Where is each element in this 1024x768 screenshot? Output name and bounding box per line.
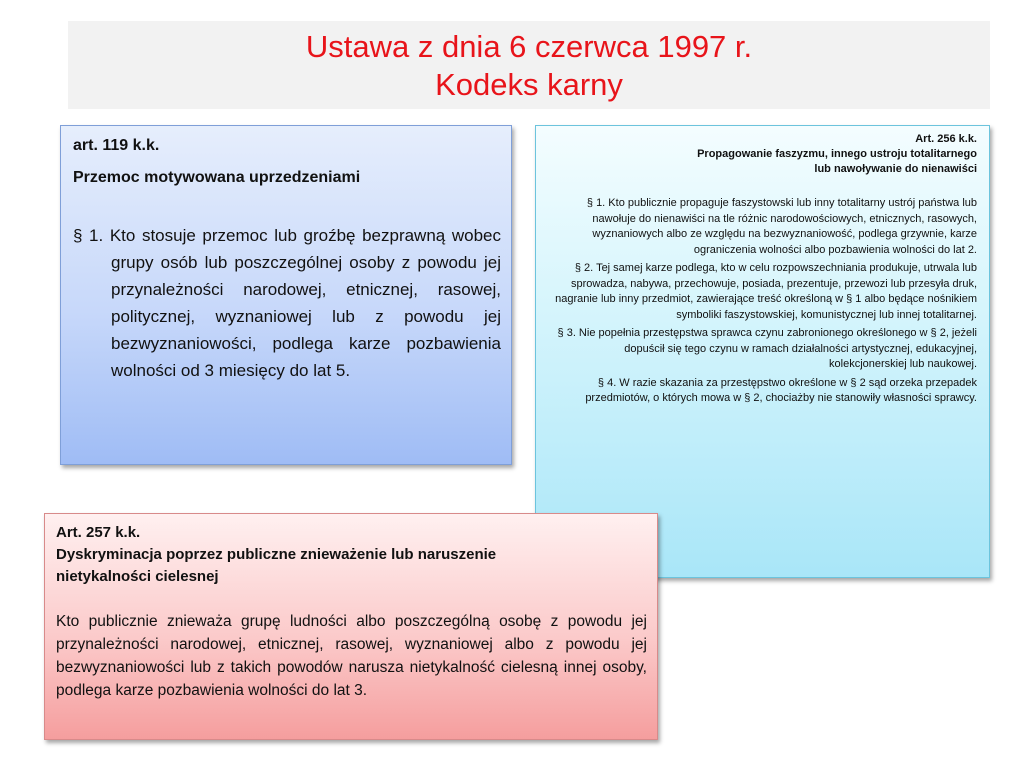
art-119-heading: art. 119 k.k. — [73, 137, 160, 154]
title-banner — [68, 21, 990, 109]
art-257-subheading-line-2: nietykalności cielesnej — [56, 568, 219, 585]
slide-title-line-1: Ustawa z dnia 6 czerwca 1997 r. — [305, 29, 753, 64]
slide-title-line-2: Kodeks karny — [435, 67, 623, 102]
art-256-paragraph-1: § 1. Kto publicznie propaguje faszystowski lub inny totalitarny ustrój państwa lub nawołuje do nienawiści na tle różnic narodowościowych, etnicznych, rasowych, wyznaniowych albo ze względu na bezwyznaniowość, podlega grzywnie, karze ograniczenia wolności albo pozbawienia wolności do lat 2. — [586, 197, 977, 256]
art-257-subheading-line-1: Dyskryminacja poprzez publiczne znieważenie lub naruszenie — [56, 546, 497, 563]
art-257-box — [44, 513, 658, 740]
art-256-subheading-line-1: Propagowanie faszyzmu, innego ustroju totalitarnego — [697, 148, 977, 160]
art-256-paragraph-2: § 2. Tej samej karze podlega, kto w celu rozpowszechniania produkuje, utrwala lub sprowadza, nabywa, przechowuje, posiada, prezentuje, przewozi lub przesyła druk, nagranie lub inny przedmiot, zawierające treść określoną w § 1 albo będące nośnikiem symboliki faszystowskiej, komunistycznej lub innej totalitarnej. — [555, 262, 977, 321]
art-256-subheading-line-2: lub nawoływanie do nienawiści — [814, 163, 977, 175]
art-256-heading: Art. 256 k.k. — [915, 133, 977, 145]
art-119-box — [60, 125, 512, 465]
art-256-paragraph-3: § 3. Nie popełnia przestępstwa sprawca czynu zabronionego określonego w § 2, jeżeli dopuścił się tego czynu w ramach działalności artystycznej, edukacyjnej, kolekcjonerskiej lub naukowej. — [557, 327, 977, 370]
art-119-paragraph: § 1. Kto stosuje przemoc lub groźbę bezprawną wobec grupy osób lub poszczególnej osoby z powodu jej przynależności narodowej, etnicznej, rasowej, politycznej, wyznaniowej lub z powodu jej bezwyznaniowości, podlega karze pozbawienia wolności od 3 miesięcy do lat 5. — [73, 226, 501, 380]
art-257-heading: Art. 257 k.k. — [56, 524, 141, 541]
art-257-paragraph: Kto publicznie znieważa grupę ludności albo poszczególną osobę z powodu jej przynależności narodowej, etnicznej, rasowej, wyznaniowej albo z powodu jej bezwyznaniowości lub z takich powodów narusza nietykalność cielesną innej osoby, podlega karze pozbawienia wolności do lat 3. — [56, 613, 647, 699]
art-256-paragraph-4: § 4. W razie skazania za przestępstwo określone w § 2 sąd orzeka przepadek przedmiotów, o których mowa w § 2, chociażby nie stanowiły własności sprawcy. — [585, 376, 977, 404]
art-119-subheading: Przemoc motywowana uprzedzeniami — [73, 169, 361, 186]
art-256-box — [535, 125, 990, 578]
